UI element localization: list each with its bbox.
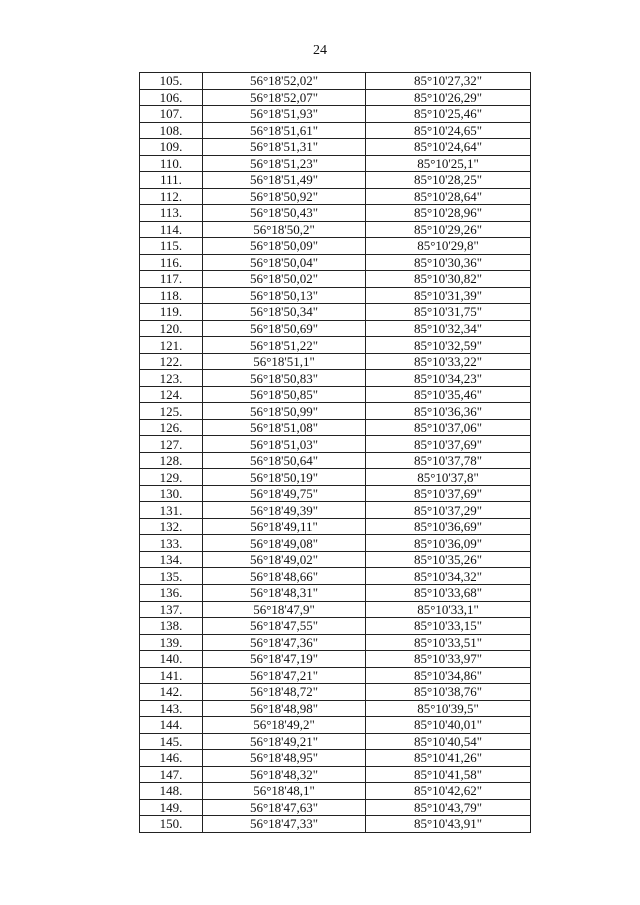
table-row (140, 320, 531, 337)
table-row (140, 337, 531, 354)
point-number-cell: 117. (140, 271, 203, 288)
longitude-cell: 85°10'41,26" (366, 750, 531, 767)
latitude-cell: 56°18'52,02" (203, 73, 366, 90)
latitude-cell: 56°18'47,21" (203, 667, 366, 684)
table-row (140, 353, 531, 370)
longitude-cell: 85°10'33,1" (366, 601, 531, 618)
table-row (140, 89, 531, 106)
table-row (140, 419, 531, 436)
latitude-cell: 56°18'50,04" (203, 254, 366, 271)
longitude-cell: 85°10'35,26" (366, 551, 531, 568)
longitude-cell: 85°10'24,65" (366, 122, 531, 139)
point-number-cell: 146. (140, 750, 203, 767)
point-number-cell: 114. (140, 221, 203, 238)
table-row (140, 783, 531, 800)
table-row (140, 766, 531, 783)
point-number-cell: 148. (140, 783, 203, 800)
table-row (140, 667, 531, 684)
table-row (140, 717, 531, 734)
latitude-cell: 56°18'49,2" (203, 717, 366, 734)
table-row (140, 618, 531, 635)
table-row (140, 287, 531, 304)
longitude-cell: 85°10'36,36" (366, 403, 531, 420)
coordinates-table-body (140, 73, 531, 833)
table-row (140, 684, 531, 701)
table-row (140, 155, 531, 172)
latitude-cell: 56°18'47,55" (203, 618, 366, 635)
longitude-cell: 85°10'27,32" (366, 73, 531, 90)
longitude-cell: 85°10'34,86" (366, 667, 531, 684)
latitude-cell: 56°18'47,63" (203, 799, 366, 816)
point-number-cell: 140. (140, 651, 203, 668)
point-number-cell: 134. (140, 551, 203, 568)
longitude-cell: 85°10'25,1" (366, 155, 531, 172)
point-number-cell: 149. (140, 799, 203, 816)
table-row (140, 254, 531, 271)
latitude-cell: 56°18'51,03" (203, 436, 366, 453)
point-number-cell: 116. (140, 254, 203, 271)
longitude-cell: 85°10'33,68" (366, 584, 531, 601)
table-row (140, 403, 531, 420)
point-number-cell: 112. (140, 188, 203, 205)
longitude-cell: 85°10'34,23" (366, 370, 531, 387)
latitude-cell: 56°18'48,72" (203, 684, 366, 701)
table-row (140, 238, 531, 255)
table-row (140, 469, 531, 486)
latitude-cell: 56°18'49,39" (203, 502, 366, 519)
table-row (140, 139, 531, 156)
point-number-cell: 120. (140, 320, 203, 337)
point-number-cell: 143. (140, 700, 203, 717)
longitude-cell: 85°10'28,96" (366, 205, 531, 222)
longitude-cell: 85°10'42,62" (366, 783, 531, 800)
longitude-cell: 85°10'37,69" (366, 436, 531, 453)
point-number-cell: 135. (140, 568, 203, 585)
point-number-cell: 109. (140, 139, 203, 156)
latitude-cell: 56°18'51,31" (203, 139, 366, 156)
point-number-cell: 124. (140, 386, 203, 403)
table-row (140, 304, 531, 321)
latitude-cell: 56°18'50,92" (203, 188, 366, 205)
latitude-cell: 56°18'50,69" (203, 320, 366, 337)
point-number-cell: 115. (140, 238, 203, 255)
point-number-cell: 125. (140, 403, 203, 420)
table-row (140, 568, 531, 585)
page-number: 24 (313, 43, 327, 58)
point-number-cell: 145. (140, 733, 203, 750)
point-number-cell: 144. (140, 717, 203, 734)
longitude-cell: 85°10'40,54" (366, 733, 531, 750)
longitude-cell: 85°10'40,01" (366, 717, 531, 734)
latitude-cell: 56°18'49,11" (203, 518, 366, 535)
point-number-cell: 137. (140, 601, 203, 618)
latitude-cell: 56°18'48,32" (203, 766, 366, 783)
latitude-cell: 56°18'47,33" (203, 816, 366, 833)
table-row (140, 502, 531, 519)
latitude-cell: 56°18'48,95" (203, 750, 366, 767)
latitude-cell: 56°18'48,1" (203, 783, 366, 800)
longitude-cell: 85°10'33,15" (366, 618, 531, 635)
point-number-cell: 118. (140, 287, 203, 304)
longitude-cell: 85°10'36,69" (366, 518, 531, 535)
table-row (140, 535, 531, 552)
latitude-cell: 56°18'50,19" (203, 469, 366, 486)
longitude-cell: 85°10'43,79" (366, 799, 531, 816)
longitude-cell: 85°10'24,64" (366, 139, 531, 156)
point-number-cell: 133. (140, 535, 203, 552)
point-number-cell: 110. (140, 155, 203, 172)
latitude-cell: 56°18'51,22" (203, 337, 366, 354)
point-number-cell: 121. (140, 337, 203, 354)
longitude-cell: 85°10'29,26" (366, 221, 531, 238)
longitude-cell: 85°10'25,46" (366, 106, 531, 123)
latitude-cell: 56°18'48,66" (203, 568, 366, 585)
longitude-cell: 85°10'26,29" (366, 89, 531, 106)
table-row (140, 106, 531, 123)
latitude-cell: 56°18'50,83" (203, 370, 366, 387)
table-row (140, 370, 531, 387)
longitude-cell: 85°10'33,51" (366, 634, 531, 651)
longitude-cell: 85°10'32,34" (366, 320, 531, 337)
latitude-cell: 56°18'52,07" (203, 89, 366, 106)
table-row (140, 205, 531, 222)
table-row (140, 584, 531, 601)
longitude-cell: 85°10'35,46" (366, 386, 531, 403)
point-number-cell: 131. (140, 502, 203, 519)
longitude-cell: 85°10'37,29" (366, 502, 531, 519)
point-number-cell: 129. (140, 469, 203, 486)
latitude-cell: 56°18'47,36" (203, 634, 366, 651)
latitude-cell: 56°18'50,13" (203, 287, 366, 304)
table-row (140, 551, 531, 568)
table-row (140, 733, 531, 750)
table-row (140, 799, 531, 816)
latitude-cell: 56°18'50,64" (203, 452, 366, 469)
point-number-cell: 139. (140, 634, 203, 651)
latitude-cell: 56°18'49,75" (203, 485, 366, 502)
point-number-cell: 107. (140, 106, 203, 123)
point-number-cell: 128. (140, 452, 203, 469)
longitude-cell: 85°10'34,32" (366, 568, 531, 585)
latitude-cell: 56°18'48,31" (203, 584, 366, 601)
latitude-cell: 56°18'51,08" (203, 419, 366, 436)
table-row (140, 485, 531, 502)
longitude-cell: 85°10'30,82" (366, 271, 531, 288)
table-row (140, 601, 531, 618)
table-row (140, 386, 531, 403)
point-number-cell: 119. (140, 304, 203, 321)
latitude-cell: 56°18'47,19" (203, 651, 366, 668)
longitude-cell: 85°10'29,8" (366, 238, 531, 255)
table-row (140, 816, 531, 833)
longitude-cell: 85°10'39,5" (366, 700, 531, 717)
table-row (140, 436, 531, 453)
table-row (140, 518, 531, 535)
point-number-cell: 111. (140, 172, 203, 189)
longitude-cell: 85°10'30,36" (366, 254, 531, 271)
latitude-cell: 56°18'51,23" (203, 155, 366, 172)
latitude-cell: 56°18'48,98" (203, 700, 366, 717)
point-number-cell: 123. (140, 370, 203, 387)
table-row (140, 221, 531, 238)
table-row (140, 750, 531, 767)
latitude-cell: 56°18'51,49" (203, 172, 366, 189)
latitude-cell: 56°18'51,93" (203, 106, 366, 123)
longitude-cell: 85°10'38,76" (366, 684, 531, 701)
point-number-cell: 138. (140, 618, 203, 635)
point-number-cell: 108. (140, 122, 203, 139)
point-number-cell: 127. (140, 436, 203, 453)
longitude-cell: 85°10'33,22" (366, 353, 531, 370)
longitude-cell: 85°10'36,09" (366, 535, 531, 552)
table-row (140, 452, 531, 469)
latitude-cell: 56°18'51,1" (203, 353, 366, 370)
longitude-cell: 85°10'37,78" (366, 452, 531, 469)
point-number-cell: 136. (140, 584, 203, 601)
table-row (140, 271, 531, 288)
longitude-cell: 85°10'33,97" (366, 651, 531, 668)
table-row (140, 188, 531, 205)
latitude-cell: 56°18'47,9" (203, 601, 366, 618)
table-row (140, 122, 531, 139)
point-number-cell: 113. (140, 205, 203, 222)
point-number-cell: 105. (140, 73, 203, 90)
point-number-cell: 142. (140, 684, 203, 701)
table-row (140, 651, 531, 668)
point-number-cell: 147. (140, 766, 203, 783)
point-number-cell: 106. (140, 89, 203, 106)
longitude-cell: 85°10'28,64" (366, 188, 531, 205)
latitude-cell: 56°18'51,61" (203, 122, 366, 139)
point-number-cell: 126. (140, 419, 203, 436)
longitude-cell: 85°10'31,75" (366, 304, 531, 321)
longitude-cell: 85°10'31,39" (366, 287, 531, 304)
latitude-cell: 56°18'50,09" (203, 238, 366, 255)
latitude-cell: 56°18'50,43" (203, 205, 366, 222)
point-number-cell: 130. (140, 485, 203, 502)
table-row (140, 73, 531, 90)
coordinates-table (139, 72, 531, 833)
point-number-cell: 141. (140, 667, 203, 684)
latitude-cell: 56°18'50,85" (203, 386, 366, 403)
latitude-cell: 56°18'50,2" (203, 221, 366, 238)
point-number-cell: 150. (140, 816, 203, 833)
latitude-cell: 56°18'49,02" (203, 551, 366, 568)
longitude-cell: 85°10'37,8" (366, 469, 531, 486)
point-number-cell: 122. (140, 353, 203, 370)
longitude-cell: 85°10'28,25" (366, 172, 531, 189)
table-row (140, 700, 531, 717)
latitude-cell: 56°18'50,34" (203, 304, 366, 321)
longitude-cell: 85°10'32,59" (366, 337, 531, 354)
latitude-cell: 56°18'50,02" (203, 271, 366, 288)
latitude-cell: 56°18'49,21" (203, 733, 366, 750)
latitude-cell: 56°18'49,08" (203, 535, 366, 552)
latitude-cell: 56°18'50,99" (203, 403, 366, 420)
longitude-cell: 85°10'43,91" (366, 816, 531, 833)
longitude-cell: 85°10'37,06" (366, 419, 531, 436)
table-row (140, 172, 531, 189)
longitude-cell: 85°10'37,69" (366, 485, 531, 502)
point-number-cell: 132. (140, 518, 203, 535)
table-row (140, 634, 531, 651)
longitude-cell: 85°10'41,58" (366, 766, 531, 783)
